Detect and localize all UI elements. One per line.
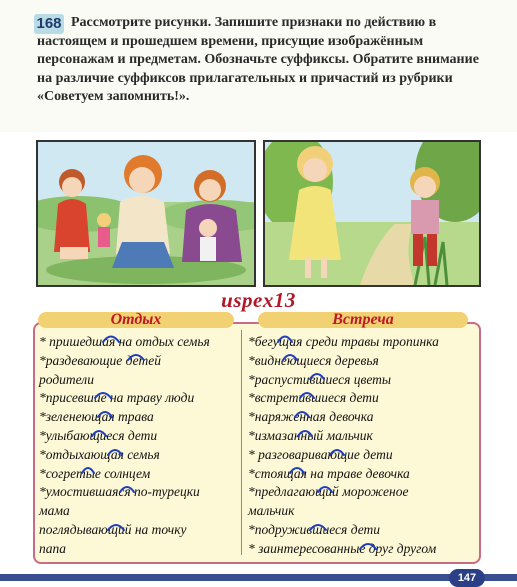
list-item: *предлагающий мороженое <box>248 484 409 500</box>
list-item: * пришедшая на отдых семья <box>39 334 210 349</box>
suffix-arc <box>95 393 111 398</box>
task-text: Рассмотрите рисунки. Запишите признаки по действию в настоящем и прошедшем времени, присущие изображённым персонажам и предметам. Обозначьте суффиксы. Обратите внимание на различие суффиксов прилагательных и причастий из рубрики «Советуем запомнить!». <box>37 15 479 104</box>
list-item: родители <box>39 371 94 387</box>
suffix-arc <box>298 431 312 436</box>
watermark: uspex13 <box>221 288 296 312</box>
list-item: *встретившиеся дети <box>248 390 379 406</box>
list-item: *виднеющиеся деревья <box>248 352 379 368</box>
suffix-arc <box>278 337 292 343</box>
list-item: *распустившиеся цветы <box>248 371 392 387</box>
list-item: мальчик <box>248 503 295 519</box>
list-item: *бегущая среди травы тропинка <box>248 334 439 349</box>
column-title-meeting: Встреча <box>258 312 468 328</box>
footer-line <box>0 574 517 581</box>
list-item: *подружившиеся дети <box>248 521 381 537</box>
list-item: *наряженная девочка <box>248 409 374 425</box>
suffix-arc <box>103 337 119 343</box>
list-item: * заинтересованные друг другом <box>248 540 437 556</box>
list-item: *раздевающие детей <box>39 352 161 368</box>
suffix-arc <box>310 374 324 379</box>
suffix-arc <box>128 355 144 360</box>
suffix-arc <box>92 431 106 436</box>
suffix-arc <box>98 412 112 417</box>
suffix-arc <box>360 544 376 549</box>
suffix-arc <box>318 487 332 492</box>
suffix-arc <box>120 487 134 492</box>
list-item: *отдыхающая семья <box>39 446 160 462</box>
list-item: поглядывающий на точку <box>39 521 187 537</box>
list-item: *зеленеющая трава <box>39 409 154 425</box>
suffix-arc <box>290 468 304 473</box>
suffix-arc <box>82 468 94 473</box>
suffix-arc <box>295 412 309 417</box>
list-item: папа <box>39 540 66 556</box>
list-item: * разговаривающие дети <box>248 446 393 462</box>
list-item: *измазанный мальчик <box>248 427 373 443</box>
suffix-arc <box>330 450 344 455</box>
list-item: *присевшие на траву люди <box>39 390 195 406</box>
suffix-arc <box>310 525 326 530</box>
column-title-rest: Отдых <box>38 312 234 328</box>
list-item: *умостившаяся по-турецки <box>39 484 200 500</box>
list-item: *стоящая на траве девочка <box>248 465 410 481</box>
suffix-arc <box>300 393 314 398</box>
suffix-arc <box>108 525 124 530</box>
list-item: мама <box>39 503 70 519</box>
task-number: 168 <box>34 14 64 34</box>
list-item: *согретые солнцем <box>39 465 151 481</box>
page-number: 147 <box>449 569 485 587</box>
suffix-arc <box>283 355 297 360</box>
suffix-arc <box>108 450 122 455</box>
list-item: *улыбающиеся дети <box>39 427 158 443</box>
